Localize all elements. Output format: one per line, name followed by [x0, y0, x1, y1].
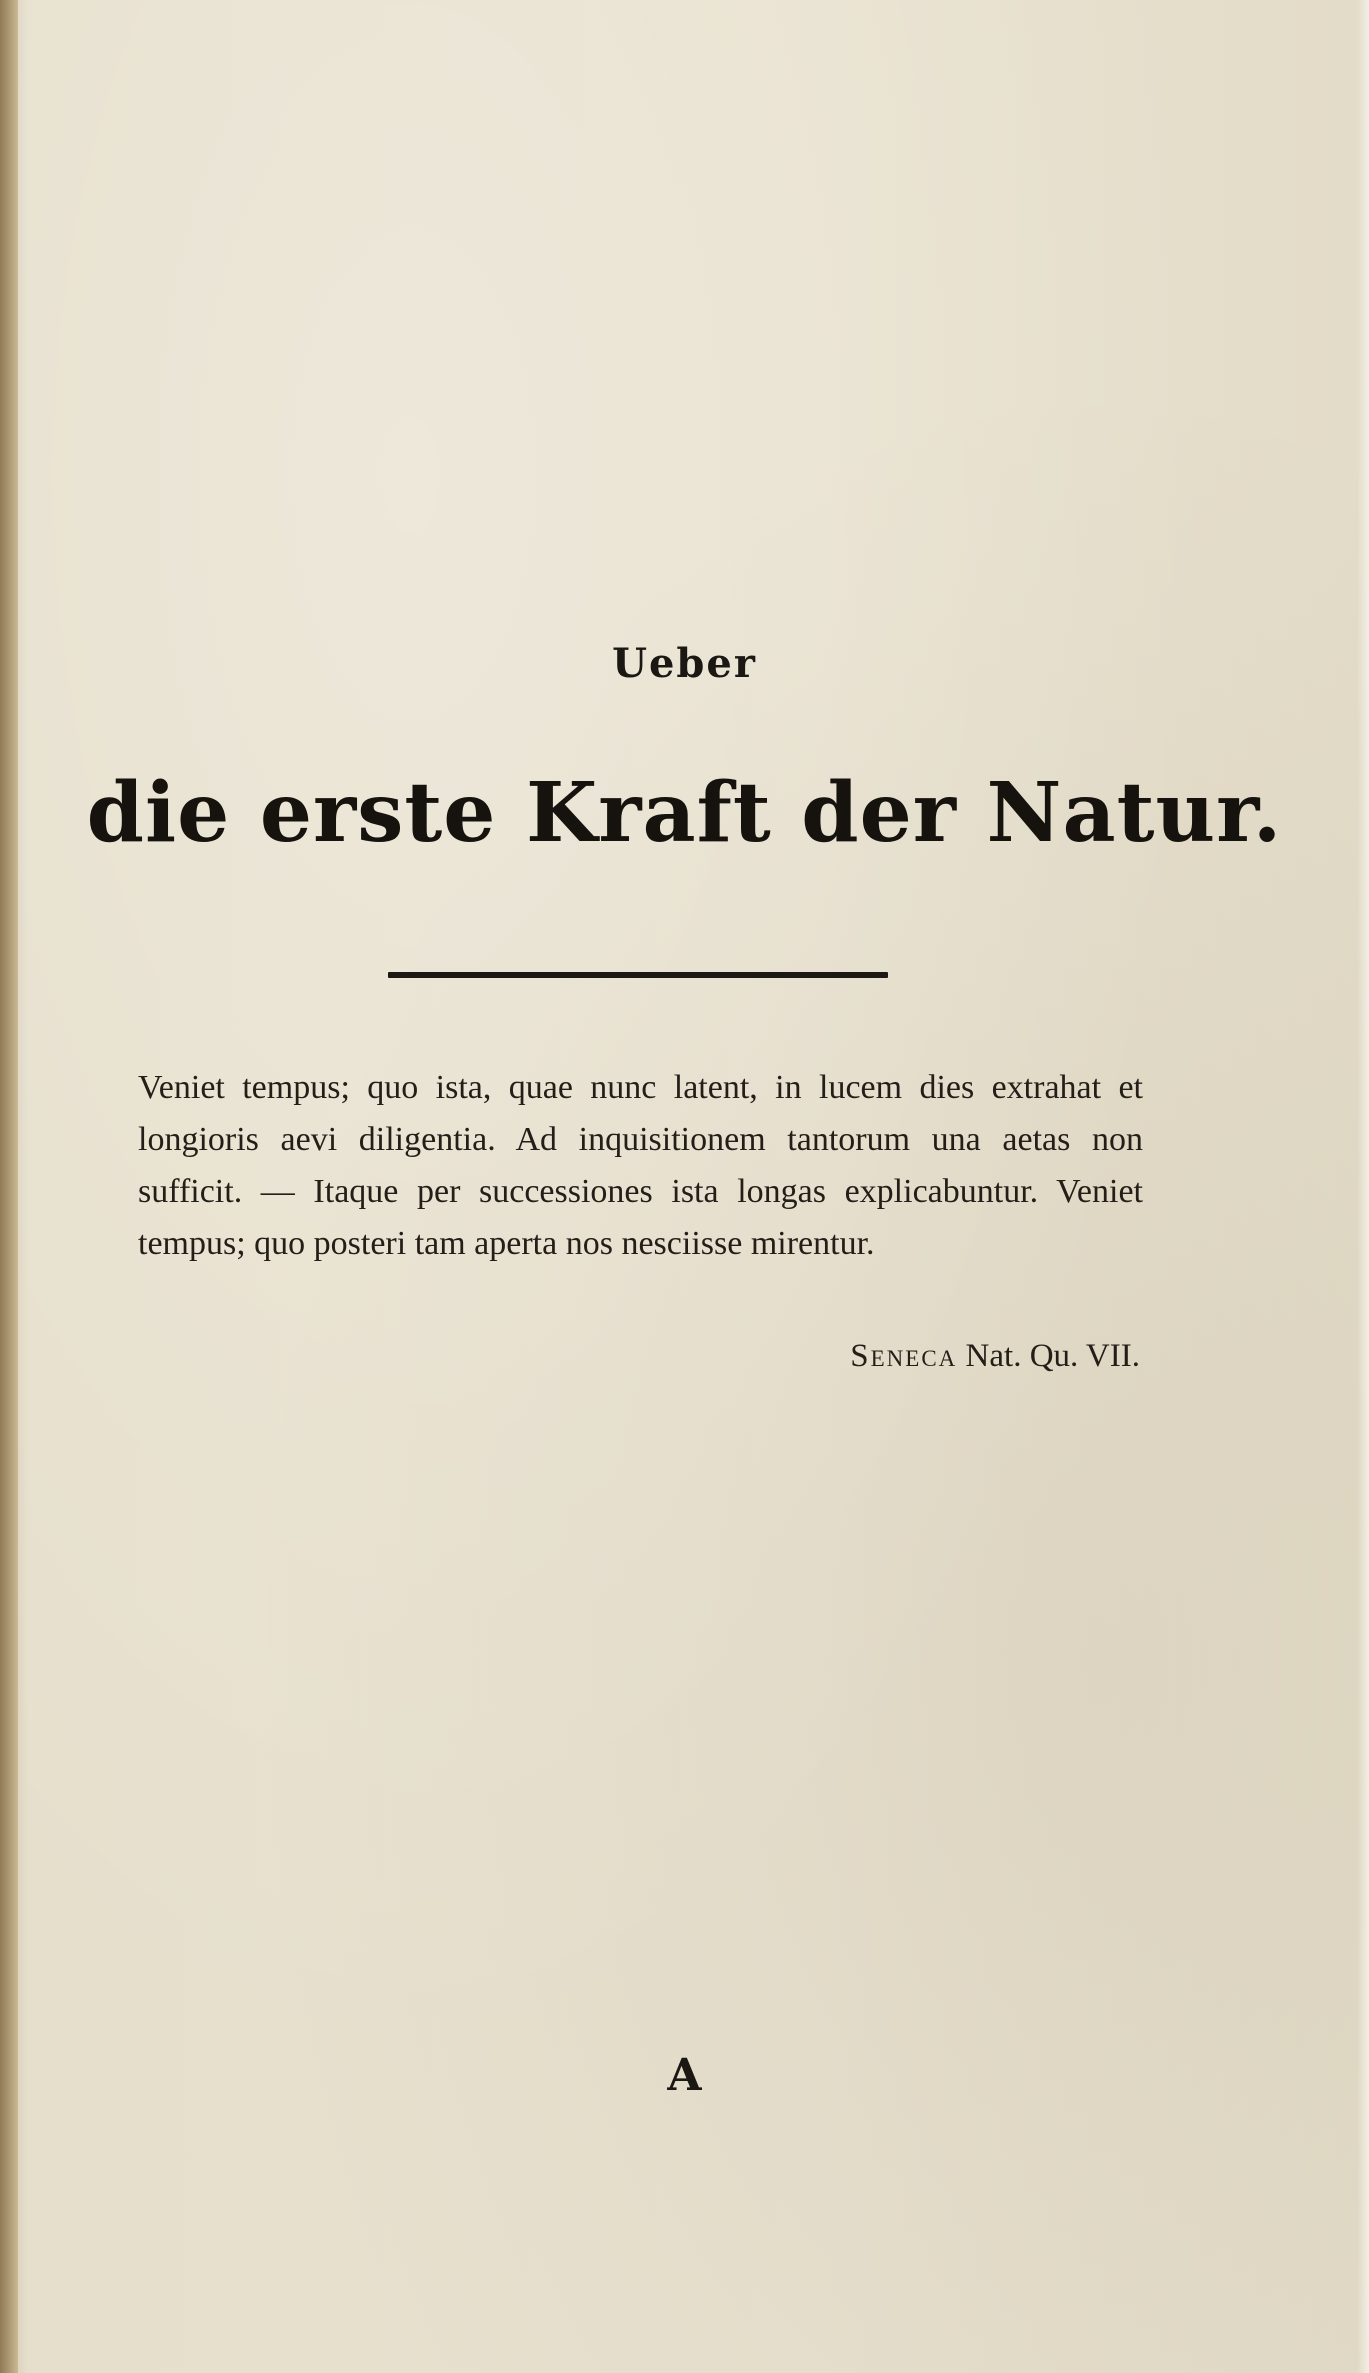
title-rule [388, 972, 888, 978]
epigraph-attribution [740, 1338, 1140, 1375]
printer-signature-mark: A [667, 2050, 702, 2101]
attribution-source: Nat. Qu. VII. [965, 1338, 1140, 1374]
heading-ueber: Ueber [612, 640, 757, 687]
page-right-edge [1357, 0, 1369, 2373]
page-title: die erste Kraft der Natur. [86, 765, 1283, 861]
page-binding-edge [0, 0, 18, 2373]
attribution-author: Seneca [850, 1338, 958, 1374]
epigraph-quote: Veniet tempus; quo ista, quae nunc latent, in lucem dies extrahat et longioris aevi diligentia. Ad inquisitionem tantorum una aetas non sufficit. — Itaque per successiones ista longas explicabuntur. Veniet tempus; quo posteri tam aperta nos nesciisse mirentur. [138, 1069, 1143, 1262]
